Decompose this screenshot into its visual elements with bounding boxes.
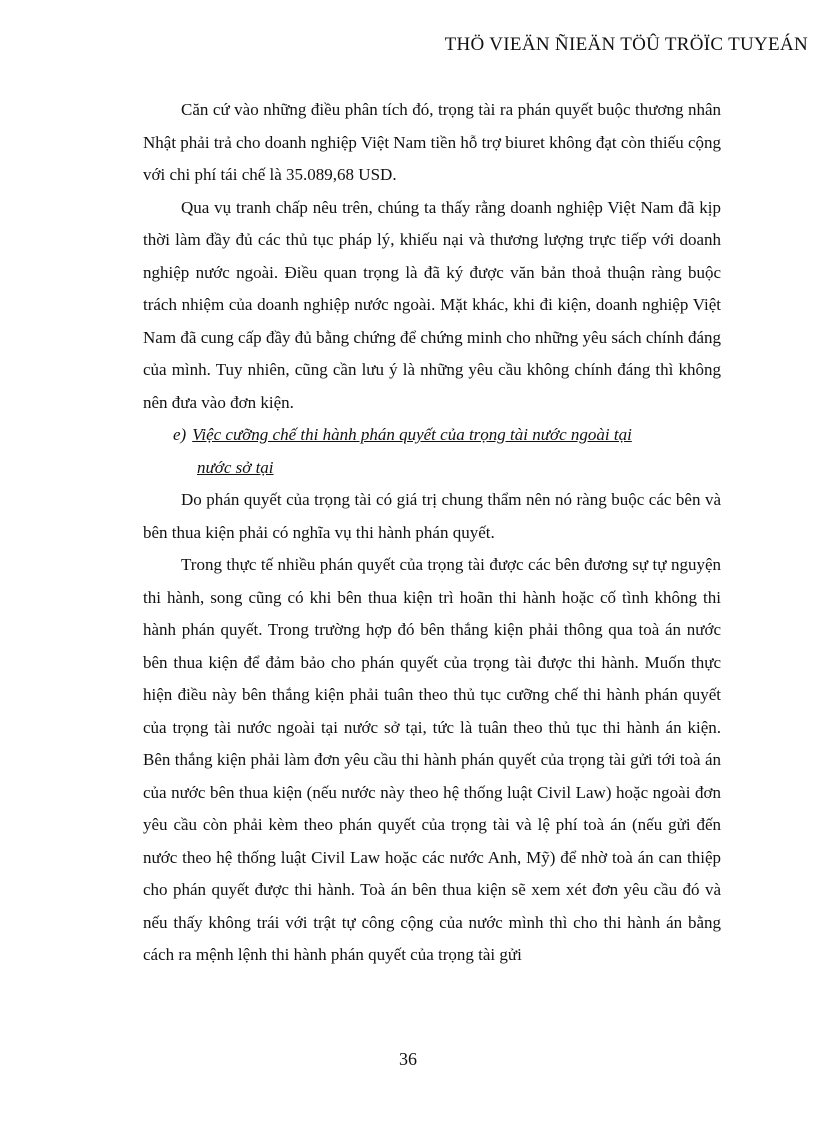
section-heading-label: e) (173, 425, 187, 444)
section-heading (143, 419, 721, 484)
section-heading-title-continued: nước sở tại (197, 457, 274, 477)
paragraph-enforcement-procedure: Trong thực tế nhiều phán quyết của trọng tài được các bên đương sự tự nguyện thi hành, song cũng có khi bên thua kiện trì hoãn thi hành hoặc cố tình không thi hành phán quyết. Trong trường hợp đó bên thắng kiện phải thông qua toà án nước bên thua kiện để đảm bảo cho phán quyết của trọng tài được thi hành. Muốn thực hiện điều này bên thắng kiện phải tuân theo thủ tục cưỡng chế thi hành phán quyết của trọng tài nước ngoài tại nước sở tại, tức là tuân theo thủ tục thi hành án kiện. Bên thắng kiện phải làm đơn yêu cầu thi hành phán quyết của trọng tài gửi tới toà án của nước bên thua kiện (nếu nước này theo hệ thống luật Civil Law) hoặc ngoài đơn yêu cầu còn phải kèm theo phán quyết của trọng tài và lệ phí toà án (nếu gửi đến nước theo hệ thống luật Civil Law hoặc các nước Anh, Mỹ) để nhờ toà án can thiệp cho phán quyết được thi hành. Toà án bên thua kiện sẽ xem xét đơn yêu cầu đó và nếu thấy không trái với trật tự công cộng của nước mình thì cho thi hành án bằng cách ra mệnh lệnh thi hành phán quyết của trọng tài gửi (143, 555, 721, 964)
running-header: THÖ VIEÄN ÑIEÄN TÖÛ TRÖÏC TUYEÁN (444, 34, 808, 55)
paragraph-binding-award: Do phán quyết của trọng tài có giá trị chung thẩm nên nó ràng buộc các bên và bên thua kiện phải có nghĩa vụ thi hành phán quyết. (143, 490, 721, 542)
body-text (143, 94, 721, 972)
page-number: 36 (399, 1049, 417, 1069)
paragraph-dispute-lessons: Qua vụ tranh chấp nêu trên, chúng ta thấy rằng doanh nghiệp Việt Nam đã kịp thời làm đầy đủ các thủ tục pháp lý, khiếu nại và thương lượng trực tiếp với doanh nghiệp nước ngoài. Điều quan trọng là đã ký được văn bản thoả thuận ràng buộc trách nhiệm của doanh nghiệp nước ngoài. Mặt khác, khi đi kiện, doanh nghiệp Việt Nam đã cung cấp đầy đủ bằng chứng để chứng minh cho những yêu sách chính đáng của mình. Tuy nhiên, cũng cần lưu ý là những yêu cầu không chính đáng thì không nên đưa vào đơn kiện. (143, 197, 721, 412)
section-heading-title: Việc cưỡng chế thi hành phán quyết của trọng tài nước ngoài tại (192, 425, 632, 444)
paragraph-arbitration-award: Căn cứ vào những điều phân tích đó, trọng tài ra phán quyết buộc thương nhân Nhật phải trả cho doanh nghiệp Việt Nam tiền hỗ trợ biuret không đạt còn thiếu cộng với chi phí tái chế là 35.089,68 USD. (143, 100, 721, 184)
